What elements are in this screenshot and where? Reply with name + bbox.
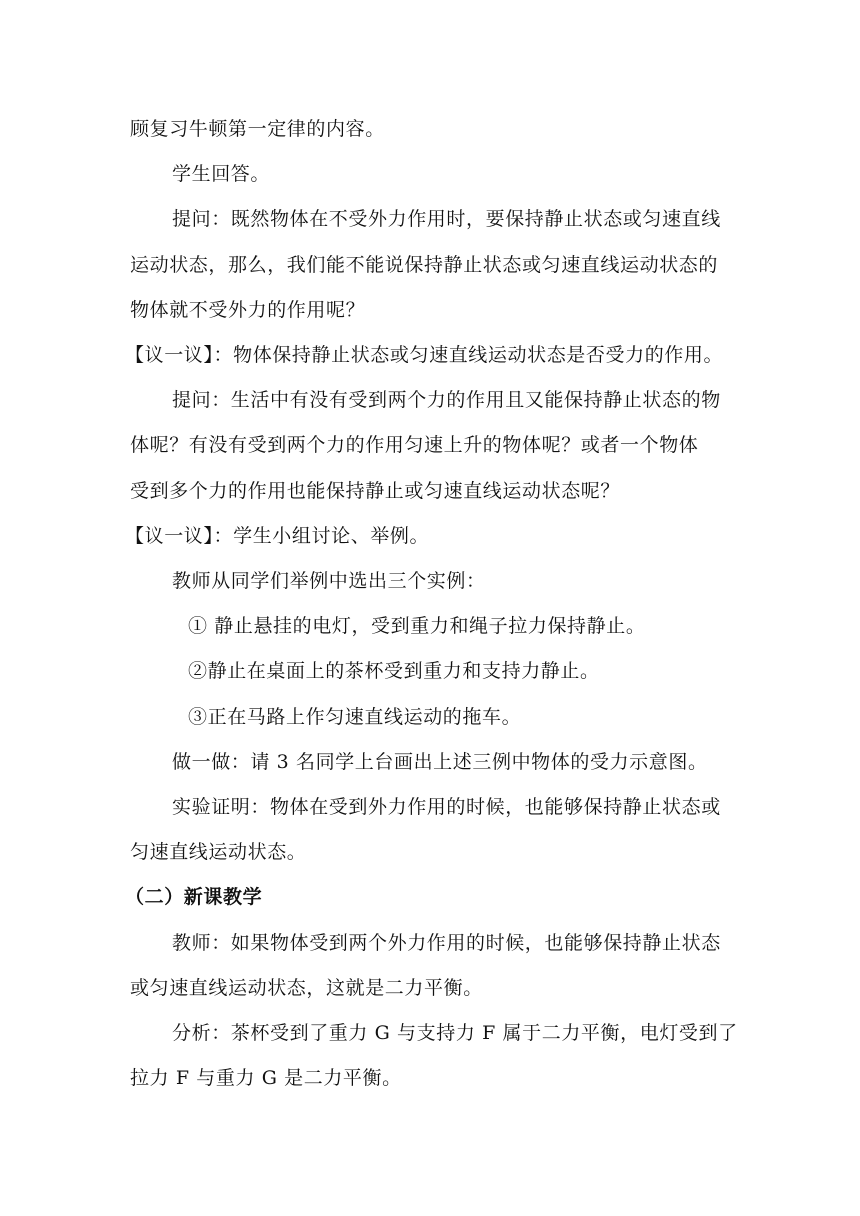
paragraph-line: 拉力 F 与重力 G 是二力平衡。	[130, 1067, 402, 1089]
example-item: ① 静止悬挂的电灯，受到重力和绳子拉力保持静止。	[188, 615, 646, 637]
discussion-heading: 【议一议】：物体保持静止状态或匀速直线运动状态是否受力的作用。	[125, 344, 724, 366]
paragraph-line: 学生回答。	[172, 163, 271, 185]
paragraph-line: 教师：如果物体受到两个外力作用的时候，也能够保持静止状态	[172, 932, 721, 954]
paragraph-line: 提问：既然物体在不受外力作用时，要保持静止状态或匀速直线	[172, 208, 721, 230]
paragraph-line: 顾复习牛顿第一定律的内容。	[130, 118, 385, 140]
example-item: ③正在马路上作匀速直线运动的拖车。	[188, 706, 522, 728]
paragraph-line: 受到多个力的作用也能保持静止或匀速直线运动状态呢？	[130, 480, 621, 502]
paragraph-line: 或匀速直线运动状态，这就是二力平衡。	[130, 977, 483, 999]
section-heading: （二）新课教学	[125, 886, 263, 908]
discussion-heading: 【议一议】：学生小组讨论、举例。	[125, 525, 430, 547]
paragraph-line: 运动状态，那么，我们能不能说保持静止状态或匀速直线运动状态的	[130, 254, 719, 276]
example-item: ②静止在桌面上的茶杯受到重力和支持力静止。	[188, 660, 600, 682]
paragraph-line: 物体就不受外力的作用呢？	[130, 299, 366, 321]
paragraph-line: 体呢？有没有受到两个力的作用匀速上升的物体呢？或者一个物体	[130, 434, 699, 456]
paragraph-line: 分析：茶杯受到了重力 G 与支持力 F 属于二力平衡，电灯受到了	[172, 1022, 738, 1044]
paragraph-line: 实验证明：物体在受到外力作用的时候，也能够保持静止状态或	[172, 796, 721, 818]
paragraph-line: 教师从同学们举例中选出三个实例：	[172, 570, 486, 592]
paragraph-line: 做一做：请 3 名同学上台画出上述三例中物体的受力示意图。	[172, 751, 708, 773]
paragraph-line: 匀速直线运动状态。	[130, 841, 307, 863]
paragraph-line: 提问：生活中有没有受到两个力的作用且又能保持静止状态的物	[172, 389, 721, 411]
